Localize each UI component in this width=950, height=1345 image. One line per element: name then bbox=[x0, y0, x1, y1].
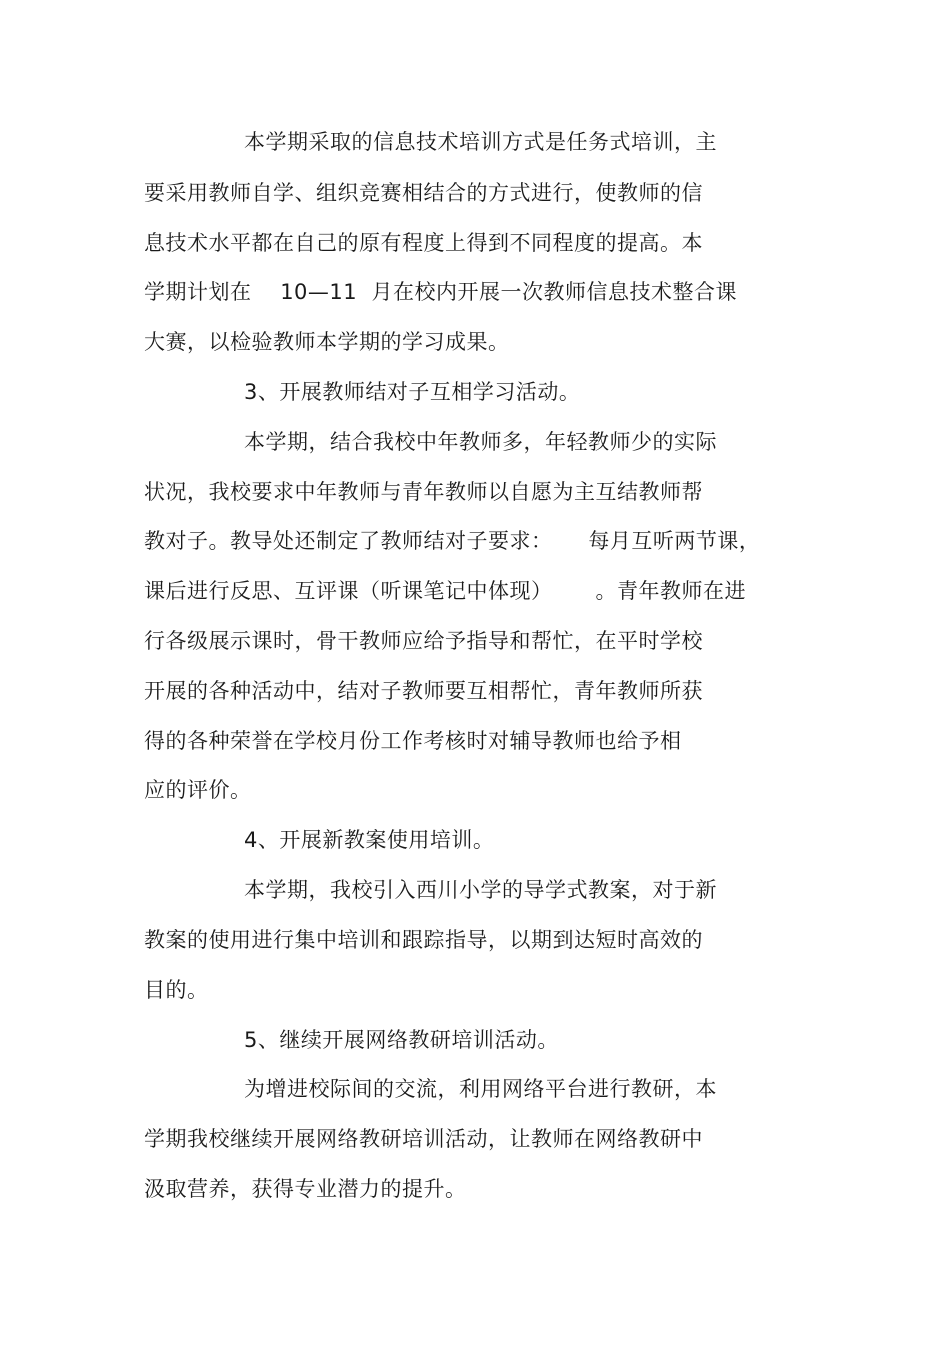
paragraph-line: 教对子。教导处还制定了教师结对子要求： 每月互听两节课， bbox=[144, 529, 761, 553]
paragraph-line: 教案的使用进行集中培训和跟踪指导，以期到达短时高效的 bbox=[144, 928, 703, 952]
paragraph-line: 行各级展示课时，骨干教师应给予指导和帮忙，在平时学校 bbox=[144, 629, 703, 653]
paragraph-line: 为增进校际间的交流，利用网络平台进行教研，本 bbox=[244, 1077, 717, 1101]
paragraph-line: 本学期，我校引入西川小学的导学式教案，对于新 bbox=[244, 878, 717, 902]
paragraph-line: 得的各种荣誉在学校月份工作考核时对辅导教师也给予相 bbox=[144, 729, 682, 753]
paragraph-line: 本学期，结合我校中年教师多，年轻教师少的实际 bbox=[244, 430, 717, 454]
section-heading: 3、开展教师结对子互相学习活动。 bbox=[244, 380, 581, 404]
paragraph-line: 开展的各种活动中，结对子教师要互相帮忙，青年教师所获 bbox=[144, 679, 703, 703]
paragraph-line: 息技术水平都在自己的原有程度上得到不同程度的提高。本 bbox=[144, 231, 703, 255]
paragraph-line: 大赛，以检验教师本学期的学习成果。 bbox=[144, 330, 510, 354]
paragraph-line: 目的。 bbox=[144, 978, 209, 1002]
paragraph-line: 学期计划在 10—11 月在校内开展一次教师信息技术整合课 bbox=[144, 280, 737, 304]
section-heading: 4、开展新教案使用培训。 bbox=[244, 828, 495, 852]
paragraph-line: 课后进行反思、互评课（听课笔记中体现） 。青年教师在进 bbox=[144, 579, 747, 603]
paragraph-line: 学期我校继续开展网络教研培训活动，让教师在网络教研中 bbox=[144, 1127, 703, 1151]
paragraph-line: 状况，我校要求中年教师与青年教师以自愿为主互结教师帮 bbox=[144, 480, 703, 504]
section-heading: 5、继续开展网络教研培训活动。 bbox=[244, 1028, 559, 1052]
paragraph-line: 本学期采取的信息技术培训方式是任务式培训，主 bbox=[244, 130, 717, 154]
paragraph-line: 汲取营养，获得专业潜力的提升。 bbox=[144, 1177, 467, 1201]
paragraph-line: 应的评价。 bbox=[144, 778, 252, 802]
paragraph-line: 要采用教师自学、组织竞赛相结合的方式进行，使教师的信 bbox=[144, 181, 703, 205]
